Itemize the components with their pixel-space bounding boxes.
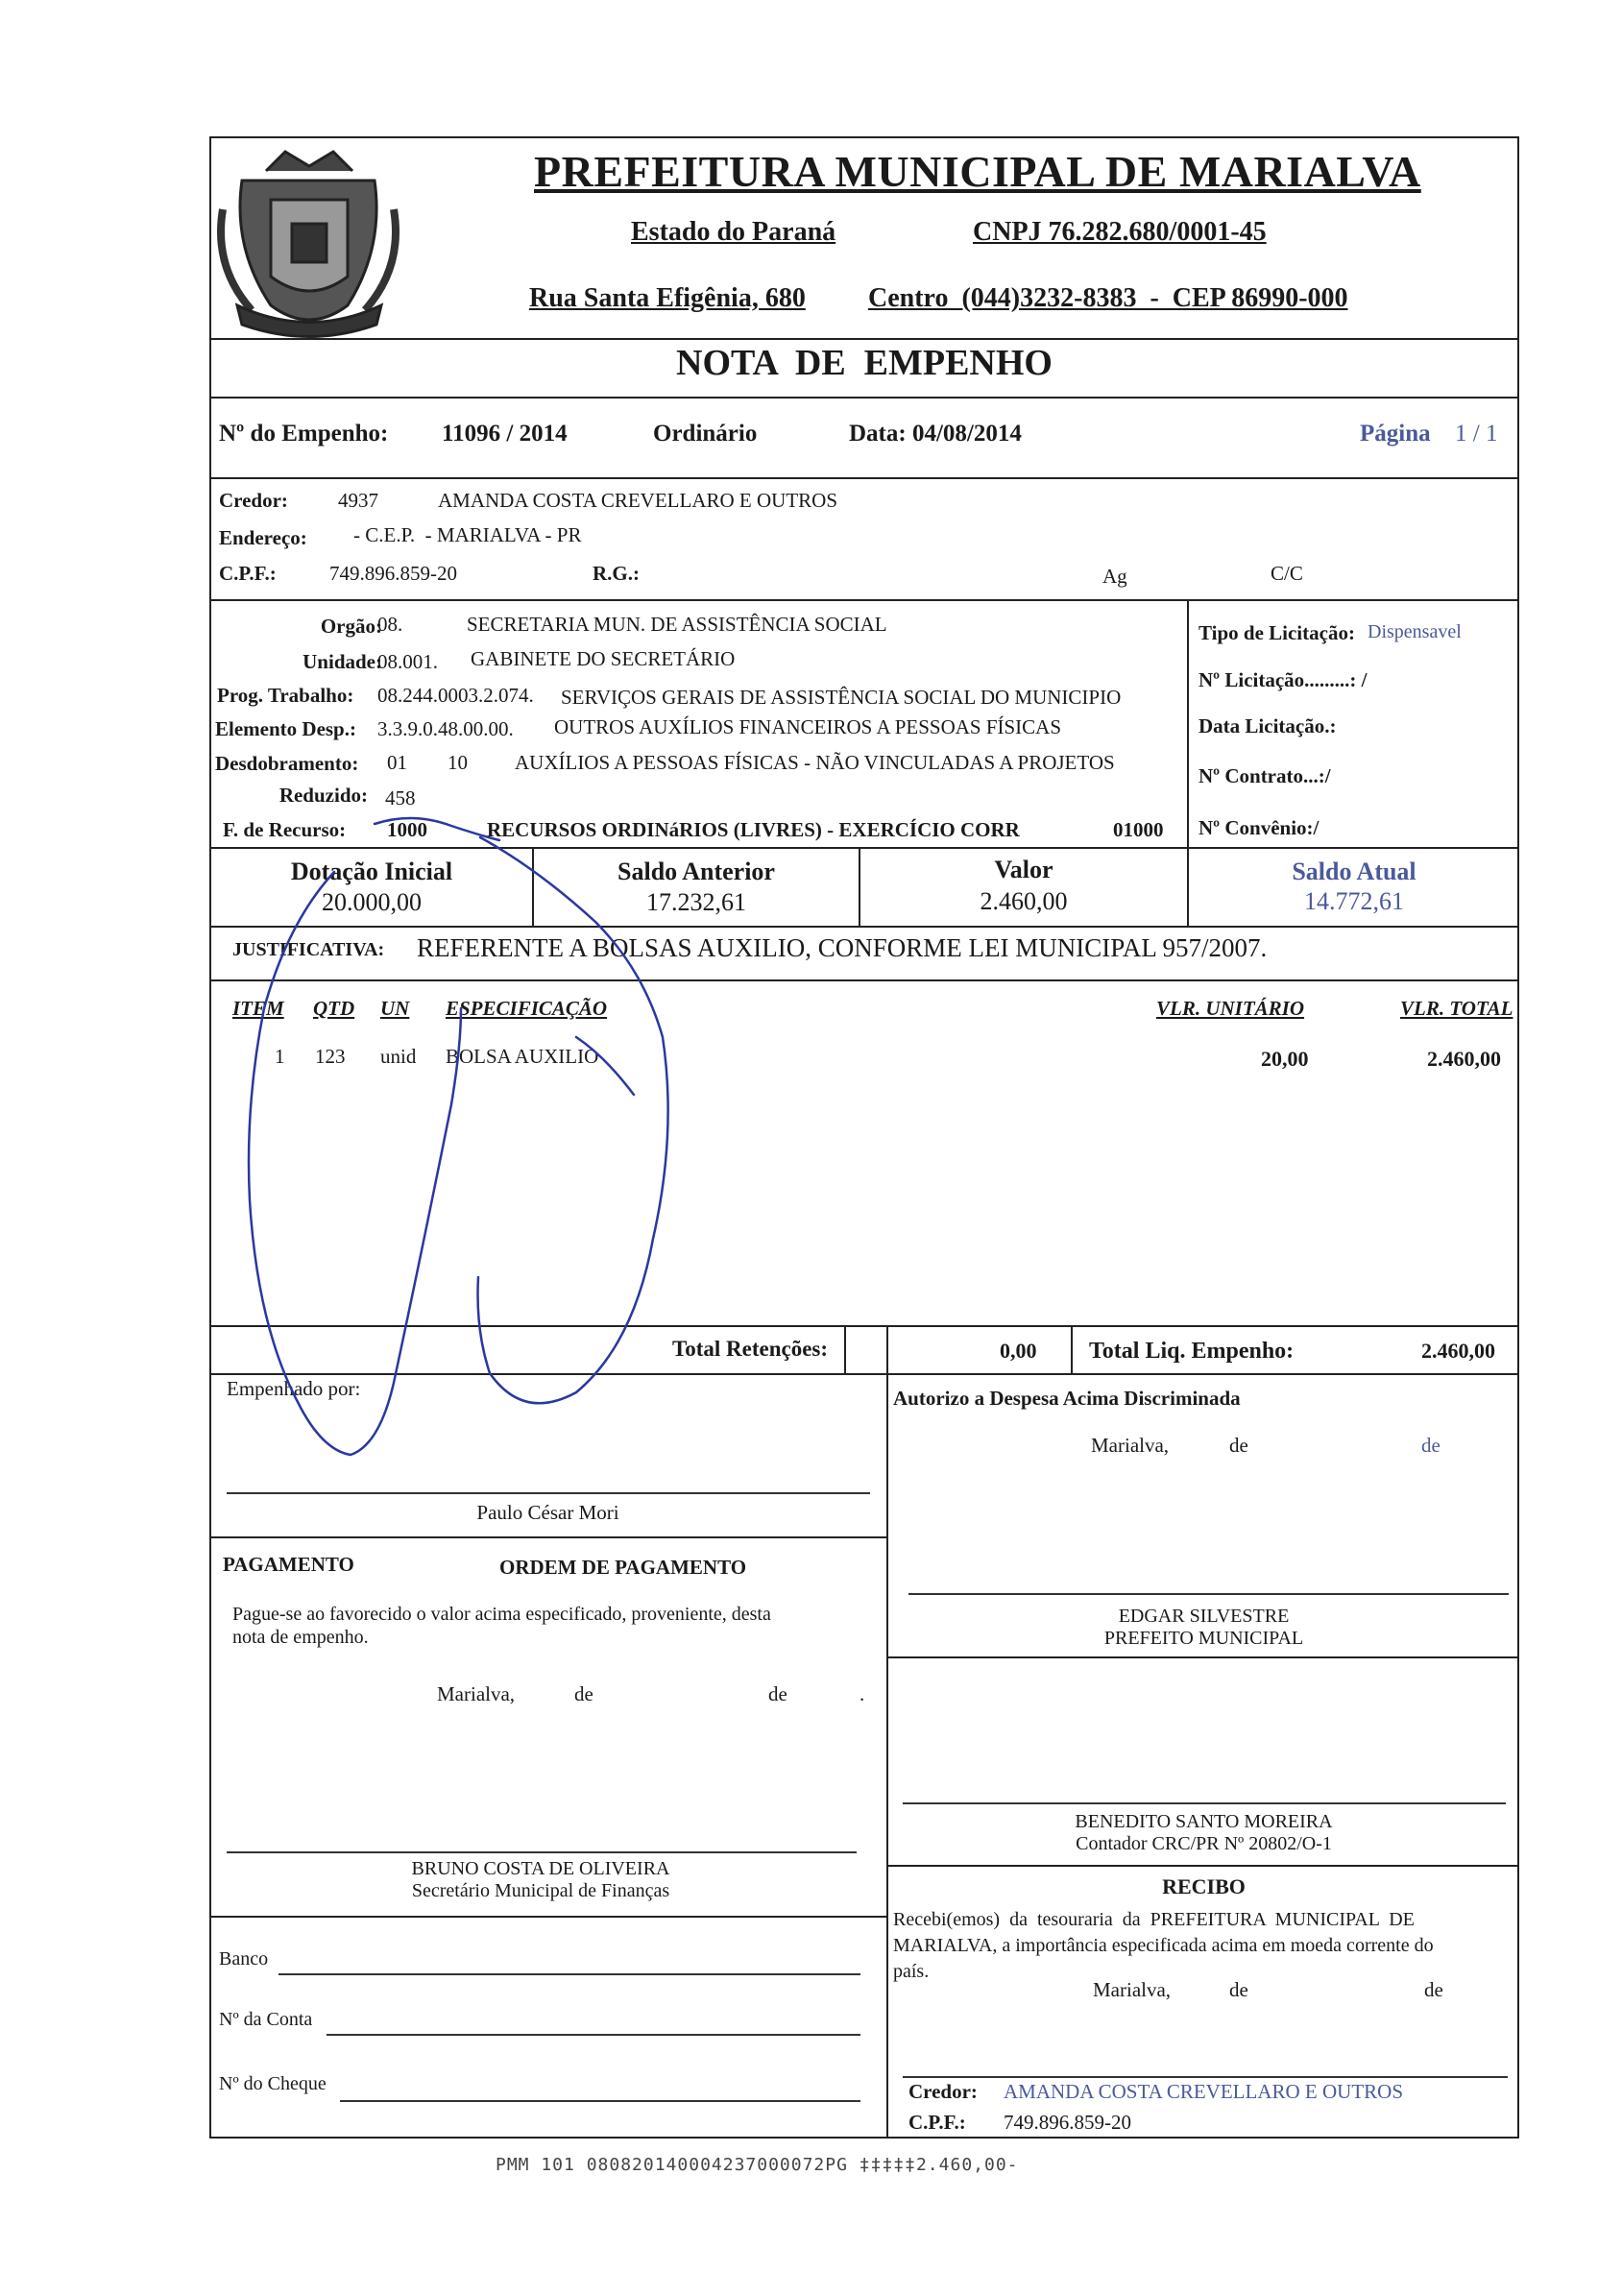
orgao-label: Orgão: bbox=[320, 615, 382, 638]
col-especificacao-header: ESPECIFICAÇÃO bbox=[446, 997, 608, 1020]
prog-name: SERVIÇOS GERAIS DE ASSISTÊNCIA SOCIAL DO MUNICIPIO bbox=[561, 686, 1122, 709]
cheque-label: Nº do Cheque bbox=[219, 2073, 327, 2094]
header-address: Rua Santa Efigênia, 680 bbox=[529, 283, 806, 313]
recibo-label: RECIBO bbox=[1162, 1874, 1246, 1898]
elemento-name: OUTROS AUXÍLIOS FINANCEIROS A PESSOAS FÍSICAS bbox=[554, 715, 1062, 738]
autorizo-label: Autorizo a Despesa Acima Discriminada bbox=[893, 1387, 1241, 1410]
total-liq-value: 2.460,00 bbox=[1421, 1339, 1495, 1363]
valor-label: Valor bbox=[994, 856, 1053, 883]
recibo-text-3: país. bbox=[893, 1961, 930, 1982]
valor-value: 2.460,00 bbox=[980, 887, 1068, 915]
desdobramento-code1: 01 bbox=[387, 751, 407, 774]
autorizo-local: Marialva, bbox=[1091, 1434, 1170, 1457]
col-un-header: UN bbox=[380, 997, 410, 1020]
reduzido-value: 458 bbox=[385, 786, 416, 810]
cpf-value: 749.896.859-20 bbox=[329, 562, 457, 585]
retencoes-value: 0,00 bbox=[1000, 1339, 1037, 1363]
unidade-label: Unidade: bbox=[303, 650, 382, 673]
row-especificacao: BOLSA AUXILIO bbox=[446, 1045, 599, 1068]
cc-label: C/C bbox=[1271, 562, 1303, 585]
licitacao-date: Data Licitação.: bbox=[1198, 714, 1337, 737]
doc-title: NOTA DE EMPENHO bbox=[676, 343, 1053, 383]
unidade-code: 08.001. bbox=[377, 650, 438, 673]
page-label: Página bbox=[1360, 421, 1431, 447]
recibo-credor-label: Credor: bbox=[908, 2080, 978, 2103]
ordem-pagamento-label: ORDEM DE PAGAMENTO bbox=[499, 1556, 747, 1579]
pagamento-de2: de bbox=[768, 1682, 787, 1705]
fonte-label: F. de Recurso: bbox=[223, 818, 347, 841]
orgao-code: 08. bbox=[377, 613, 403, 636]
credor-name: AMANDA COSTA CREVELLARO E OUTROS bbox=[438, 489, 838, 512]
recibo-cpf: 749.896.859-20 bbox=[1004, 2111, 1131, 2134]
fonte-name: RECURSOS ORDINáRIOS (LIVRES) - EXERCÍCIO CORR bbox=[487, 818, 1020, 841]
convenio-number: Nº Convênio:/ bbox=[1198, 816, 1320, 839]
desdobramento-code2: 10 bbox=[448, 751, 468, 774]
secretario-nome: BRUNO COSTA DE OLIVEIRA bbox=[411, 1858, 670, 1879]
prog-label: Prog. Trabalho: bbox=[217, 684, 354, 707]
col-vlr-total-header: VLR. TOTAL bbox=[1400, 997, 1513, 1020]
credor-label: Credor: bbox=[219, 489, 288, 512]
prefeito-cargo: PREFEITO MUNICIPAL bbox=[1103, 1628, 1304, 1649]
tipo-licitacao-value: Dispensavel bbox=[1368, 621, 1462, 642]
banco-label: Banco bbox=[219, 1948, 269, 1970]
empenho-type: Ordinário bbox=[653, 421, 758, 447]
col-item-header: ITEM bbox=[232, 997, 284, 1020]
recibo-de1: de bbox=[1229, 1978, 1248, 2001]
header-phone-cep: Centro (044)3232-8383 - CEP 86990-000 bbox=[868, 283, 1348, 313]
col-qtd-header: QTD bbox=[313, 997, 355, 1020]
recibo-cpf-label: C.P.F.: bbox=[908, 2111, 966, 2134]
retencoes-label: Total Retenções: bbox=[672, 1337, 829, 1361]
saldo-atual-value: 14.772,61 bbox=[1304, 887, 1404, 915]
saldo-anterior-value: 17.232,61 bbox=[646, 888, 746, 916]
total-liq-label: Total Liq. Empenho: bbox=[1089, 1339, 1295, 1364]
recibo-de2: de bbox=[1424, 1978, 1443, 2001]
endereco-label: Endereço: bbox=[219, 526, 307, 549]
contador-cargo: Contador CRC/PR Nº 20802/O-1 bbox=[1076, 1833, 1332, 1854]
empenho-number: 11096 / 2014 bbox=[442, 421, 568, 447]
fonte-code: 1000 bbox=[387, 818, 427, 841]
row-vlr-total: 2.460,00 bbox=[1427, 1047, 1501, 1071]
saldo-atual-label: Saldo Atual bbox=[1292, 858, 1416, 885]
reduzido-label: Reduzido: bbox=[278, 784, 368, 807]
justificativa-label: JUSTIFICATIVA: bbox=[232, 939, 385, 960]
licitacao-number: Nº Licitação.........: / bbox=[1198, 668, 1368, 691]
autorizo-de1: de bbox=[1229, 1434, 1248, 1457]
pagamento-de1: de bbox=[574, 1682, 593, 1705]
tipo-licitacao-label: Tipo de Licitação: bbox=[1198, 621, 1355, 644]
elemento-label: Elemento Desp.: bbox=[215, 717, 356, 740]
empenhado-nome: Paulo César Mori bbox=[476, 1501, 619, 1524]
prog-code: 08.244.0003.2.074. bbox=[377, 684, 534, 707]
fonte-number: 01000 bbox=[1113, 818, 1164, 841]
header-state: Estado do Paraná bbox=[631, 217, 836, 247]
saldo-anterior-label: Saldo Anterior bbox=[617, 858, 775, 885]
desdobramento-label: Desdobramento: bbox=[215, 752, 359, 775]
endereco-value: - C.E.P. - MARIALVA - PR bbox=[353, 523, 582, 546]
dotacao-inicial-value: 20.000,00 bbox=[322, 888, 422, 916]
elemento-code: 3.3.9.0.48.00.00. bbox=[377, 717, 514, 740]
pagamento-label: PAGAMENTO bbox=[223, 1553, 354, 1576]
pagamento-dot: . bbox=[860, 1682, 865, 1705]
dotacao-inicial-label: Dotação Inicial bbox=[290, 858, 453, 885]
recibo-credor: AMANDA COSTA CREVELLARO E OUTROS bbox=[1004, 2080, 1404, 2103]
recibo-local: Marialva, bbox=[1093, 1978, 1172, 2001]
pagamento-text-1: Pague-se ao favorecido o valor acima especificado, proveniente, desta bbox=[232, 1604, 771, 1625]
cpf-label: C.P.F.: bbox=[219, 562, 277, 585]
autorizo-de2: de bbox=[1421, 1434, 1441, 1457]
desdobramento-name: AUXÍLIOS A PESSOAS FÍSICAS - NÃO VINCULADAS A PROJETOS bbox=[515, 751, 1115, 774]
page-number: 1 / 1 bbox=[1455, 421, 1498, 447]
prefeito-nome: EDGAR SILVESTRE bbox=[1118, 1606, 1290, 1627]
pagamento-text-2: nota de empenho. bbox=[232, 1627, 369, 1648]
row-qtd: 123 bbox=[315, 1045, 346, 1068]
col-vlr-unitario-header: VLR. UNITÁRIO bbox=[1156, 997, 1305, 1020]
orgao-name: SECRETARIA MUN. DE ASSISTÊNCIA SOCIAL bbox=[467, 613, 887, 636]
row-item: 1 bbox=[275, 1045, 285, 1068]
row-vlr-unitario: 20,00 bbox=[1261, 1047, 1309, 1071]
contrato-number: Nº Contrato...:/ bbox=[1198, 764, 1331, 787]
row-un: unid bbox=[380, 1045, 417, 1068]
rg-label: R.G.: bbox=[593, 562, 640, 585]
pagamento-local: Marialva, bbox=[437, 1682, 516, 1705]
empenho-date: Data: 04/08/2014 bbox=[849, 421, 1022, 447]
empenhado-label: Empenhado por: bbox=[227, 1377, 361, 1400]
contador-nome: BENEDITO SANTO MOREIRA bbox=[1075, 1811, 1333, 1832]
header-cnpj: CNPJ 76.282.680/0001-45 bbox=[973, 217, 1267, 247]
justificativa-text: REFERENTE A BOLSAS AUXILIO, CONFORME LEI MUNICIPAL 957/2007. bbox=[417, 933, 1268, 962]
recibo-text-1: Recebi(emos) da tesouraria da PREFEITURA MUNICIPAL DE bbox=[893, 1909, 1415, 1930]
unidade-name: GABINETE DO SECRETÁRIO bbox=[471, 647, 736, 670]
ag-label: Ag bbox=[1102, 565, 1127, 588]
empenho-number-label: Nº do Empenho: bbox=[219, 421, 389, 447]
recibo-text-2: MARIALVA, a importância especificada acima em moeda corrente do bbox=[893, 1935, 1434, 1956]
conta-label: Nº da Conta bbox=[219, 2009, 313, 2030]
secretario-cargo: Secretário Municipal de Finanças bbox=[411, 1880, 670, 1901]
footer-machine-code: PMM 101 080820140004237000072PG ‡‡‡‡‡2.460,00- bbox=[496, 2155, 1019, 2175]
header-title: PREFEITURA MUNICIPAL DE MARIALVA bbox=[534, 147, 1421, 196]
credor-code: 4937 bbox=[338, 489, 378, 512]
